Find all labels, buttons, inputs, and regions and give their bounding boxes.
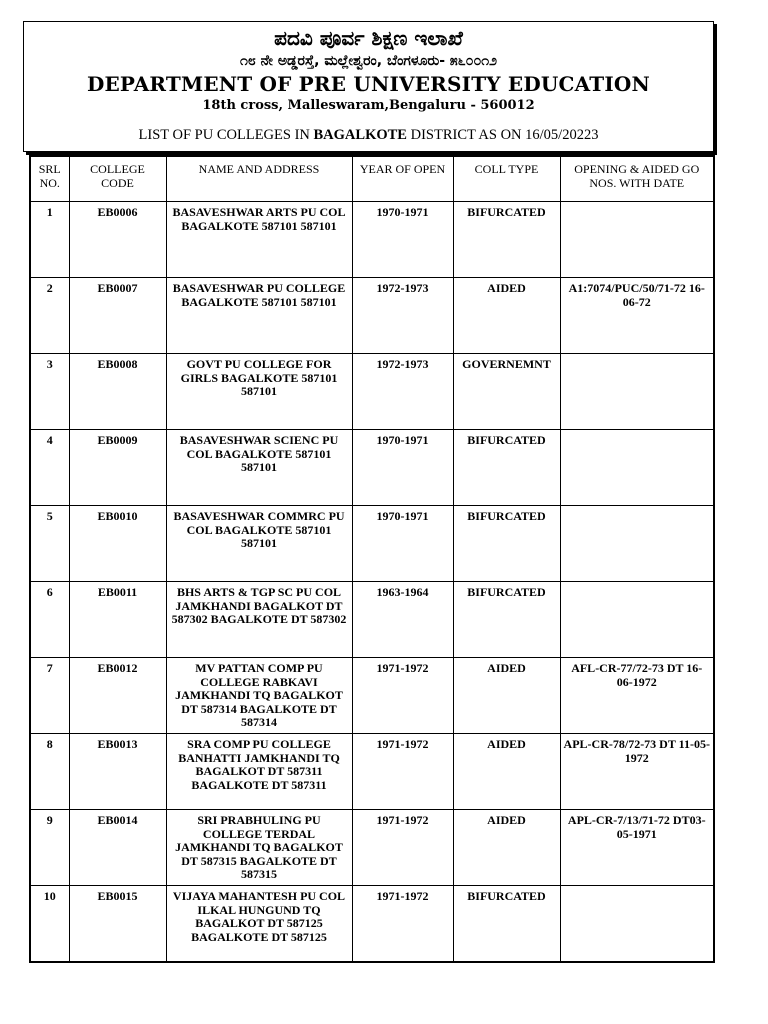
cell-go-nos bbox=[560, 202, 714, 278]
colleges-table bbox=[29, 155, 715, 963]
cell-year-of-open: 1971-1972 bbox=[352, 810, 453, 886]
cell-go-nos bbox=[560, 582, 714, 658]
cell-year-of-open: 1972-1973 bbox=[352, 278, 453, 354]
cell-name-address: BASAVESHWAR PU COLLEGE BAGALKOTE 587101 587101 bbox=[166, 278, 352, 354]
cell-year-of-open: 1972-1973 bbox=[352, 354, 453, 430]
cell-srl: 1 bbox=[30, 202, 69, 278]
cell-name-address: BASAVESHWAR SCIENC PU COL BAGALKOTE 587101 587101 bbox=[166, 430, 352, 506]
cell-name-address: MV PATTAN COMP PU COLLEGE RABKAVI JAMKHANDI TQ BAGALKOT DT 587314 BAGALKOTE DT 587314 bbox=[166, 658, 352, 734]
cell-go-nos: APL-CR-78/72-73 DT 11-05-1972 bbox=[560, 734, 714, 810]
cell-year-of-open: 1971-1972 bbox=[352, 886, 453, 963]
cell-go-nos: AFL-CR-77/72-73 DT 16-06-1972 bbox=[560, 658, 714, 734]
kannada-address: ೧೮ ನೇ ಅಡ್ಡರಸ್ತೆ, ಮಲ್ಲೇಶ್ವರಂ, ಬೆಂಗಳೂರು- ೫೬೦೦೧೨ bbox=[240, 53, 497, 69]
document-header bbox=[23, 21, 714, 152]
table-row bbox=[30, 430, 714, 506]
list-title-prefix: LIST OF PU COLLEGES IN bbox=[138, 127, 314, 143]
cell-college-code: EB0010 bbox=[69, 506, 166, 582]
list-title-suffix: DISTRICT AS ON 16/05/20223 bbox=[406, 127, 599, 143]
cell-coll-type: GOVERNEMNT bbox=[453, 354, 560, 430]
header-year-of-open: YEAR OF OPEN bbox=[352, 156, 453, 202]
cell-year-of-open: 1970-1971 bbox=[352, 506, 453, 582]
cell-name-address: BASAVESHWAR ARTS PU COL BAGALKOTE 587101 587101 bbox=[166, 202, 352, 278]
table-row bbox=[30, 354, 714, 430]
cell-srl: 9 bbox=[30, 810, 69, 886]
cell-name-address: SRA COMP PU COLLEGE BANHATTI JAMKHANDI TQ BAGALKOT DT 587311 BAGALKOTE DT 587311 bbox=[166, 734, 352, 810]
cell-coll-type: BIFURCATED bbox=[453, 202, 560, 278]
kannada-title: ಪದವಿ ಪೂರ್ವ ಶಿಕ್ಷಣ ಇಲಾಖೆ bbox=[274, 26, 463, 50]
cell-college-code: EB0008 bbox=[69, 354, 166, 430]
cell-go-nos: APL-CR-7/13/71-72 DT03-05-1971 bbox=[560, 810, 714, 886]
table-row bbox=[30, 582, 714, 658]
cell-name-address: SRI PRABHULING PU COLLEGE TERDAL JAMKHANDI TQ BAGALKOT DT 587315 BAGALKOTE DT 587315 bbox=[166, 810, 352, 886]
cell-name-address: BASAVESHWAR COMMRC PU COL BAGALKOTE 587101 587101 bbox=[166, 506, 352, 582]
cell-srl: 3 bbox=[30, 354, 69, 430]
table-row bbox=[30, 810, 714, 886]
cell-college-code: EB0013 bbox=[69, 734, 166, 810]
cell-college-code: EB0007 bbox=[69, 278, 166, 354]
cell-go-nos: A1:7074/PUC/50/71-72 16-06-72 bbox=[560, 278, 714, 354]
header-name-address: NAME AND ADDRESS bbox=[166, 156, 352, 202]
list-title bbox=[24, 126, 713, 144]
cell-college-code: EB0014 bbox=[69, 810, 166, 886]
cell-srl: 10 bbox=[30, 886, 69, 963]
cell-srl: 2 bbox=[30, 278, 69, 354]
cell-srl: 4 bbox=[30, 430, 69, 506]
table-row bbox=[30, 202, 714, 278]
header-college-code: COLLEGE CODE bbox=[69, 156, 166, 202]
cell-go-nos bbox=[560, 430, 714, 506]
department-address: 18th cross, Malleswaram,Bengaluru - 560012 bbox=[202, 98, 535, 113]
header-srl: SRL NO. bbox=[30, 156, 69, 202]
cell-srl: 5 bbox=[30, 506, 69, 582]
header-coll-type: COLL TYPE bbox=[453, 156, 560, 202]
cell-coll-type: AIDED bbox=[453, 278, 560, 354]
table-row bbox=[30, 658, 714, 734]
cell-name-address: GOVT PU COLLEGE FOR GIRLS BAGALKOTE 587101 587101 bbox=[166, 354, 352, 430]
cell-year-of-open: 1971-1972 bbox=[352, 734, 453, 810]
cell-year-of-open: 1963-1964 bbox=[352, 582, 453, 658]
cell-college-code: EB0011 bbox=[69, 582, 166, 658]
cell-year-of-open: 1971-1972 bbox=[352, 658, 453, 734]
cell-name-address: BHS ARTS & TGP SC PU COL JAMKHANDI BAGALKOT DT 587302 BAGALKOTE DT 587302 bbox=[166, 582, 352, 658]
table-row bbox=[30, 734, 714, 810]
table-header-row bbox=[30, 156, 714, 202]
cell-college-code: EB0015 bbox=[69, 886, 166, 963]
cell-college-code: EB0006 bbox=[69, 202, 166, 278]
cell-coll-type: BIFURCATED bbox=[453, 886, 560, 963]
cell-coll-type: AIDED bbox=[453, 734, 560, 810]
cell-name-address: VIJAYA MAHANTESH PU COL ILKAL HUNGUND TQ BAGALKOT DT 587125 BAGALKOTE DT 587125 bbox=[166, 886, 352, 963]
cell-college-code: EB0009 bbox=[69, 430, 166, 506]
cell-coll-type: BIFURCATED bbox=[453, 430, 560, 506]
cell-coll-type: AIDED bbox=[453, 658, 560, 734]
cell-srl: 6 bbox=[30, 582, 69, 658]
table-row bbox=[30, 278, 714, 354]
cell-year-of-open: 1970-1971 bbox=[352, 202, 453, 278]
cell-go-nos bbox=[560, 506, 714, 582]
table-row bbox=[30, 506, 714, 582]
cell-college-code: EB0012 bbox=[69, 658, 166, 734]
table-row bbox=[30, 886, 714, 963]
department-title: DEPARTMENT OF PRE UNIVERSITY EDUCATION bbox=[86, 72, 651, 96]
cell-go-nos bbox=[560, 354, 714, 430]
cell-coll-type: BIFURCATED bbox=[453, 506, 560, 582]
cell-coll-type: BIFURCATED bbox=[453, 582, 560, 658]
cell-year-of-open: 1970-1971 bbox=[352, 430, 453, 506]
cell-go-nos bbox=[560, 886, 714, 963]
district-name: BAGALKOTE bbox=[313, 127, 407, 143]
header-go-nos: OPENING & AIDED GO NOS. WITH DATE bbox=[560, 156, 714, 202]
cell-coll-type: AIDED bbox=[453, 810, 560, 886]
cell-srl: 7 bbox=[30, 658, 69, 734]
cell-srl: 8 bbox=[30, 734, 69, 810]
